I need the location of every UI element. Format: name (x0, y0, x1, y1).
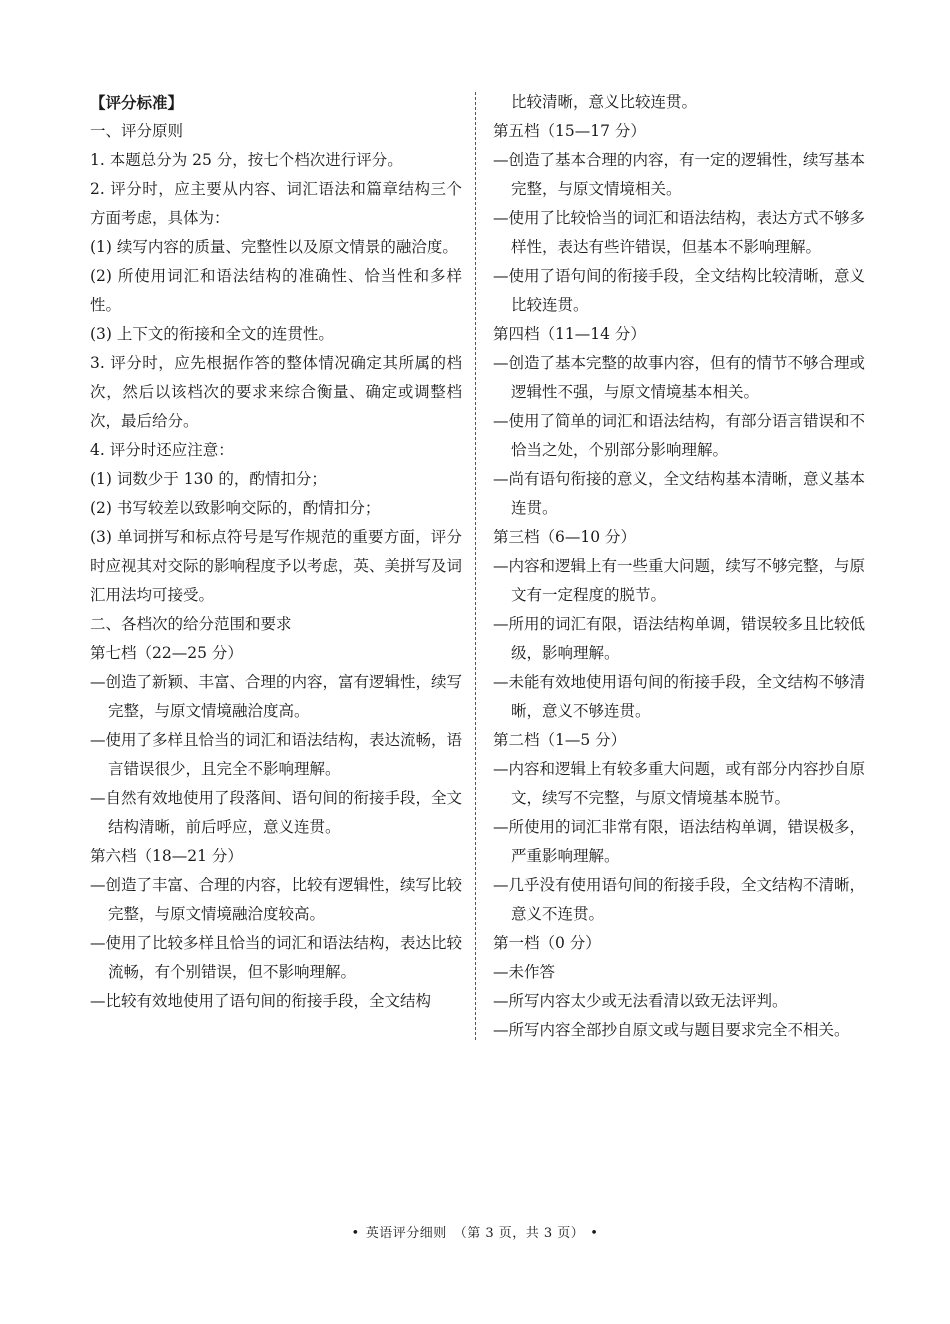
grade-2-item: —几乎没有使用语句间的衔接手段，全文结构不清晰，意义不连贯。 (493, 876, 866, 923)
grade-3-title: 第三档（6—10 分） (493, 528, 637, 546)
principle-4-item-3: (3) 单词拼写和标点符号是写作规范的重要方面，评分时应视其对交际的影响程度予以考虑，英、美拼写及词汇用法均可接受。 (90, 528, 463, 604)
footer-bullet: • (590, 1226, 599, 1241)
grade-4-title: 第四档（11—14 分） (493, 325, 646, 343)
principle-2-item-2: (2) 所使用词汇和语法结构的准确性、恰当性和多样性。 (90, 267, 462, 314)
grade-6-item: —使用了比较多样且恰当的词汇和语法结构，表达比较流畅，有个别错误，但不影响理解。 (90, 934, 463, 981)
grade-3-item: —内容和逻辑上有一些重大问题，续写不够完整，与原文有一定程度的脱节。 (493, 557, 866, 604)
grade-1-title: 第一档（0 分） (493, 934, 601, 952)
grade-6-title: 第六档（18—21 分） (90, 847, 243, 865)
grade-3-item: —未能有效地使用语句间的衔接手段，全文结构不够清晰，意义不够连贯。 (493, 673, 866, 720)
grade-5-item: —使用了语句间的衔接手段，全文结构比较清晰，意义比较连贯。 (493, 267, 866, 314)
principle-2-item-3: (3) 上下文的衔接和全文的连贯性。 (90, 325, 334, 343)
page-footer (0, 1222, 950, 1241)
grade-5-item: —使用了比较恰当的词汇和语法结构，表达方式不够多样性，表达有些许错误，但基本不影响理解。 (493, 209, 866, 256)
grade-1-item: —未作答 (493, 963, 556, 981)
grade-6-item: —创造了丰富、合理的内容，比较有逻辑性，续写比较完整，与原文情境融洽度较高。 (90, 876, 463, 923)
footer-text: 英语评分细则 （第 3 页，共 3 页） (365, 1226, 585, 1241)
grade-6-continuation: 比较清晰，意义比较连贯。 (511, 93, 698, 111)
left-column (90, 88, 462, 1016)
grade-2-title: 第二档（1—5 分） (493, 731, 627, 749)
grade-7-item: —创造了新颖、丰富、合理的内容，富有逻辑性，续写完整，与原文情境融洽度高。 (90, 673, 463, 720)
rubric-title: 【评分标准】 (90, 93, 184, 112)
principle-4-item-1: (1) 词数少于 130 的，酌情扣分； (90, 470, 327, 488)
section-heading-grades: 二、各档次的给分范围和要求 (90, 615, 292, 633)
grade-2-item: —所使用的词汇非常有限，语法结构单调，错误极多，严重影响理解。 (493, 818, 866, 865)
grade-5-title: 第五档（15—17 分） (493, 122, 646, 140)
footer-bullet: • (351, 1226, 360, 1241)
principle-2: 2. 评分时，应主要从内容、词汇语法和篇章结构三个方面考虑，具体为： (90, 180, 462, 227)
grade-4-item: —尚有语句衔接的意义，全文结构基本清晰，意义基本连贯。 (493, 470, 866, 517)
grade-6-item: —比较有效地使用了语句间的衔接手段，全文结构 (90, 992, 432, 1010)
grade-3-item: —所用的词汇有限，语法结构单调，错误较多且比较低级，影响理解。 (493, 615, 866, 662)
principle-1: 1. 本题总分为 25 分，按七个档次进行评分。 (90, 151, 403, 169)
right-column (493, 88, 865, 1045)
grade-7-item: —自然有效地使用了段落间、语句间的衔接手段，全文结构清晰，前后呼应，意义连贯。 (90, 789, 463, 836)
grade-1-item: —所写内容全部抄自原文或与题目要求完全不相关。 (493, 1021, 850, 1039)
principle-2-item-1: (1) 续写内容的质量、完整性以及原文情景的融洽度。 (90, 238, 458, 256)
grade-4-item: —使用了简单的词汇和语法结构，有部分语言错误和不恰当之处，个别部分影响理解。 (493, 412, 866, 459)
principle-4-item-2: (2) 书写较差以致影响交际的，酌情扣分； (90, 499, 381, 517)
grade-4-item: —创造了基本完整的故事内容，但有的情节不够合理或逻辑性不强，与原文情境基本相关。 (493, 354, 866, 401)
grade-1-item: —所写内容太少或无法看清以致无法评判。 (493, 992, 788, 1010)
grade-5-item: —创造了基本合理的内容，有一定的逻辑性，续写基本完整，与原文情境相关。 (493, 151, 866, 198)
grade-2-item: —内容和逻辑上有较多重大问题，或有部分内容抄自原文，续写不完整，与原文情境基本脱节。 (493, 760, 866, 807)
section-heading-principles: 一、评分原则 (90, 122, 184, 140)
principle-3: 3. 评分时，应先根据作答的整体情况确定其所属的档次，然后以该档次的要求来综合衡量、确定或调整档次，最后给分。 (90, 354, 462, 430)
grade-7-item: —使用了多样且恰当的词汇和语法结构，表达流畅，语言错误很少，且完全不影响理解。 (90, 731, 463, 778)
principle-4: 4. 评分时还应注意： (90, 441, 234, 459)
grade-7-title: 第七档（22—25 分） (90, 644, 243, 662)
column-divider (475, 92, 476, 1040)
